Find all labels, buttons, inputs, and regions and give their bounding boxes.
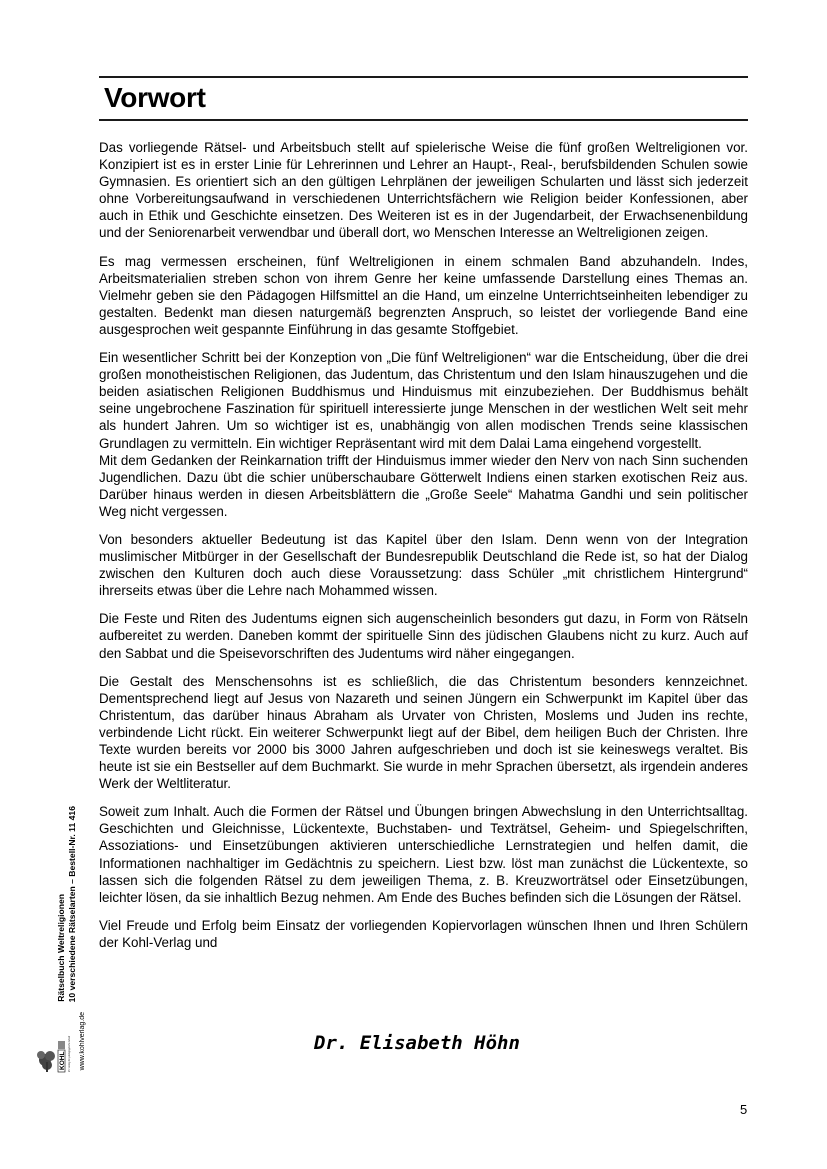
signature: Dr. Elisabeth Höhn <box>314 1032 520 1054</box>
body-text <box>99 139 748 962</box>
logo-tagline: Ihr Verlag für pädagogische Arbeit <box>68 1035 71 1072</box>
sidebar-book-title: Rätselbuch Weltreligionen <box>56 894 66 1002</box>
paragraph-1: Das vorliegende Rätsel- und Arbeitsbuch stellt auf spielerische Weise die fünf großen Weltreligionen vor. Konzipiert ist es in erster Linie für Lehrerinnen und Lehrer an Haupt-, Real-, berufsbildenden Schulen sowie Gymnasien. Es orientiert sich an den gültigen Lehrplänen der jeweiligen Schularten und lässt sich jederzeit ohne Vorbereitungsaufwand in verschiedenen Unterrichtsfächern wie Religion beider Konfessionen, aber auch in Ethik und Geschichte einsetzen. Des Weiteren ist es in der Jugendarbeit, der Erwachsenenbildung und der Seniorenarbeit verwendbar und überall dort, wo Menschen Interesse an Weltreligionen zeigen. <box>99 140 748 241</box>
publisher-sidebar <box>32 766 92 1076</box>
publisher-logo-icon <box>34 1002 76 1074</box>
paragraph-4: Mit dem Gedanken der Reinkarnation trifft der Hinduismus immer wieder den Nerv von nach Sinn suchenden Jugendlichen. Dazu übt die schier unüberschaubare Götterwelt Indiens einen starken exotischen Reiz aus. Darüber hinaus werden in diesen Arbeitsblättern die „Große Seele“ Mahatma Gandhi und sein politischer Weg nicht vergessen. <box>99 452 748 519</box>
logo-wordmark: KOHL <box>59 1051 66 1070</box>
paragraph-2: Es mag vermessen erscheinen, fünf Weltreligionen in einem schmalen Band abzuhandeln. Indes, Arbeitsmaterialien streben schon von ihrem Genre her keine umfassende Darstellung eines Themas an. Vielmehr geben sie den Pädagogen Hilfsmittel an die Hand, um einzelne Unterrichtseinheiten lebendiger zu gestalten. Bedenkt man diesen naturgemäß begrenzten Anspruch, so leistet der vorliegende Band eine ausgesprochen weit gespannte Einführung in das gesamte Stoffgebiet. <box>99 253 748 337</box>
paragraph-5: Von besonders aktueller Bedeutung ist das Kapitel über den Islam. Denn wenn von der Integration muslimischer Mitbürger in der Gesellschaft der Bundesrepublik Deutschland die Rede ist, so hat der Dialog zwischen den Kulturen doch auch diese Voraussetzung: dass Schüler „mit christlichem Hintergrund“ ihrerseits etwas über die Lehre nach Mohammed wissen. <box>99 531 748 599</box>
paragraph-8: Soweit zum Inhalt. Auch die Formen der Rätsel und Übungen bringen Abwechslung in den Unterrichtsalltag. Geschichten und Gleichnisse, Lückentexte, Buchstaben- und Texträtsel, Geheim- und Spiegelschriften, Assoziations- und Einsetzübungen aktivieren unterschiedliche Lernstrategien und helfen damit, die Informationen nachhaltiger im Gedächtnis zu speichern. Liest bzw. löst man zunächst die Lückentexte, so lassen sich die folgenden Rätsel zu dem jeweiligen Thema, z. B. Kreuzworträtsel oder Einsetzübungen, leichter lösen, da sie inhaltlich Bezug nehmen. Am Ende des Buches befinden sich die Lösungen der Rätsel. <box>99 804 748 905</box>
paragraph-3: Ein wesentlicher Schritt bei der Konzeption von „Die fünf Weltreligionen“ war die Entscheidung, über die drei großen monotheistischen Religionen, das Judentum, das Christentum und den Islam hinauszugehen und die beiden asiatischen Religionen Buddhismus und Hinduismus mit einzubeziehen. Der Buddhismus behält seine ungebrochene Faszination für spirituell interessierte junge Menschen in der westlichen Welt seit mehr als hundert Jahren. Um so wichtiger ist es, unabhängig von allen modischen Trends seine klassischen Grundlagen zu vermitteln. Ein wichtiger Repräsentant wird mit dem Dalai Lama eingehend vorgestellt. <box>99 350 748 451</box>
page-number: 5 <box>740 1102 748 1117</box>
paragraph-6: Die Feste und Riten des Judentums eignen sich augenscheinlich besonders gut dazu, in Form von Rätseln aufbereitet zu werden. Daneben kommt der spirituelle Sinn des jüdischen Glaubens nicht zu kurz. Auch auf den Sabbat und die Speisevorschriften des Judentums wird näher eingegangen. <box>99 611 748 661</box>
sidebar-order-number: 10 verschiedene Rätselarten – Bestell-Nr. 11 416 <box>67 805 77 1002</box>
paragraph-7: Die Gestalt des Menschensohns ist es schließlich, die das Christentum besonders kennzeichnet. Dementsprechend liegt auf Jesus von Nazareth und seinen Jüngern ein Schwerpunkt im Kapitel über das Christentum, das darüber hinaus Abraham als Urvater von Christen, Moslems und Juden ins rechte, verbindende Licht rückt. Ein weiterer Schwerpunkt liegt auf der Bibel, dem heiligen Buch der Christen. Ihre Texte wurden bereits vor 2000 bis 3000 Jahren aufgeschrieben und doch ist sie keineswegs veraltet. Bis heute ist sie ein Bestseller auf dem Buchmarkt. Sie wurde in mehr Sprachen übersetzt, als irgendein anderes Werk der Weltliteratur. <box>99 673 748 792</box>
header-rule-top <box>99 76 748 78</box>
page-title: Vorwort <box>104 82 206 113</box>
paragraph-9: Viel Freude und Erfolg beim Einsatz der vorliegenden Kopiervorlagen wünschen Ihnen und Ihren Schülern der Kohl-Verlag und <box>99 917 748 950</box>
header-rule-bottom <box>99 119 748 121</box>
sidebar-url: www.kohlverlag.de <box>79 1011 86 1070</box>
